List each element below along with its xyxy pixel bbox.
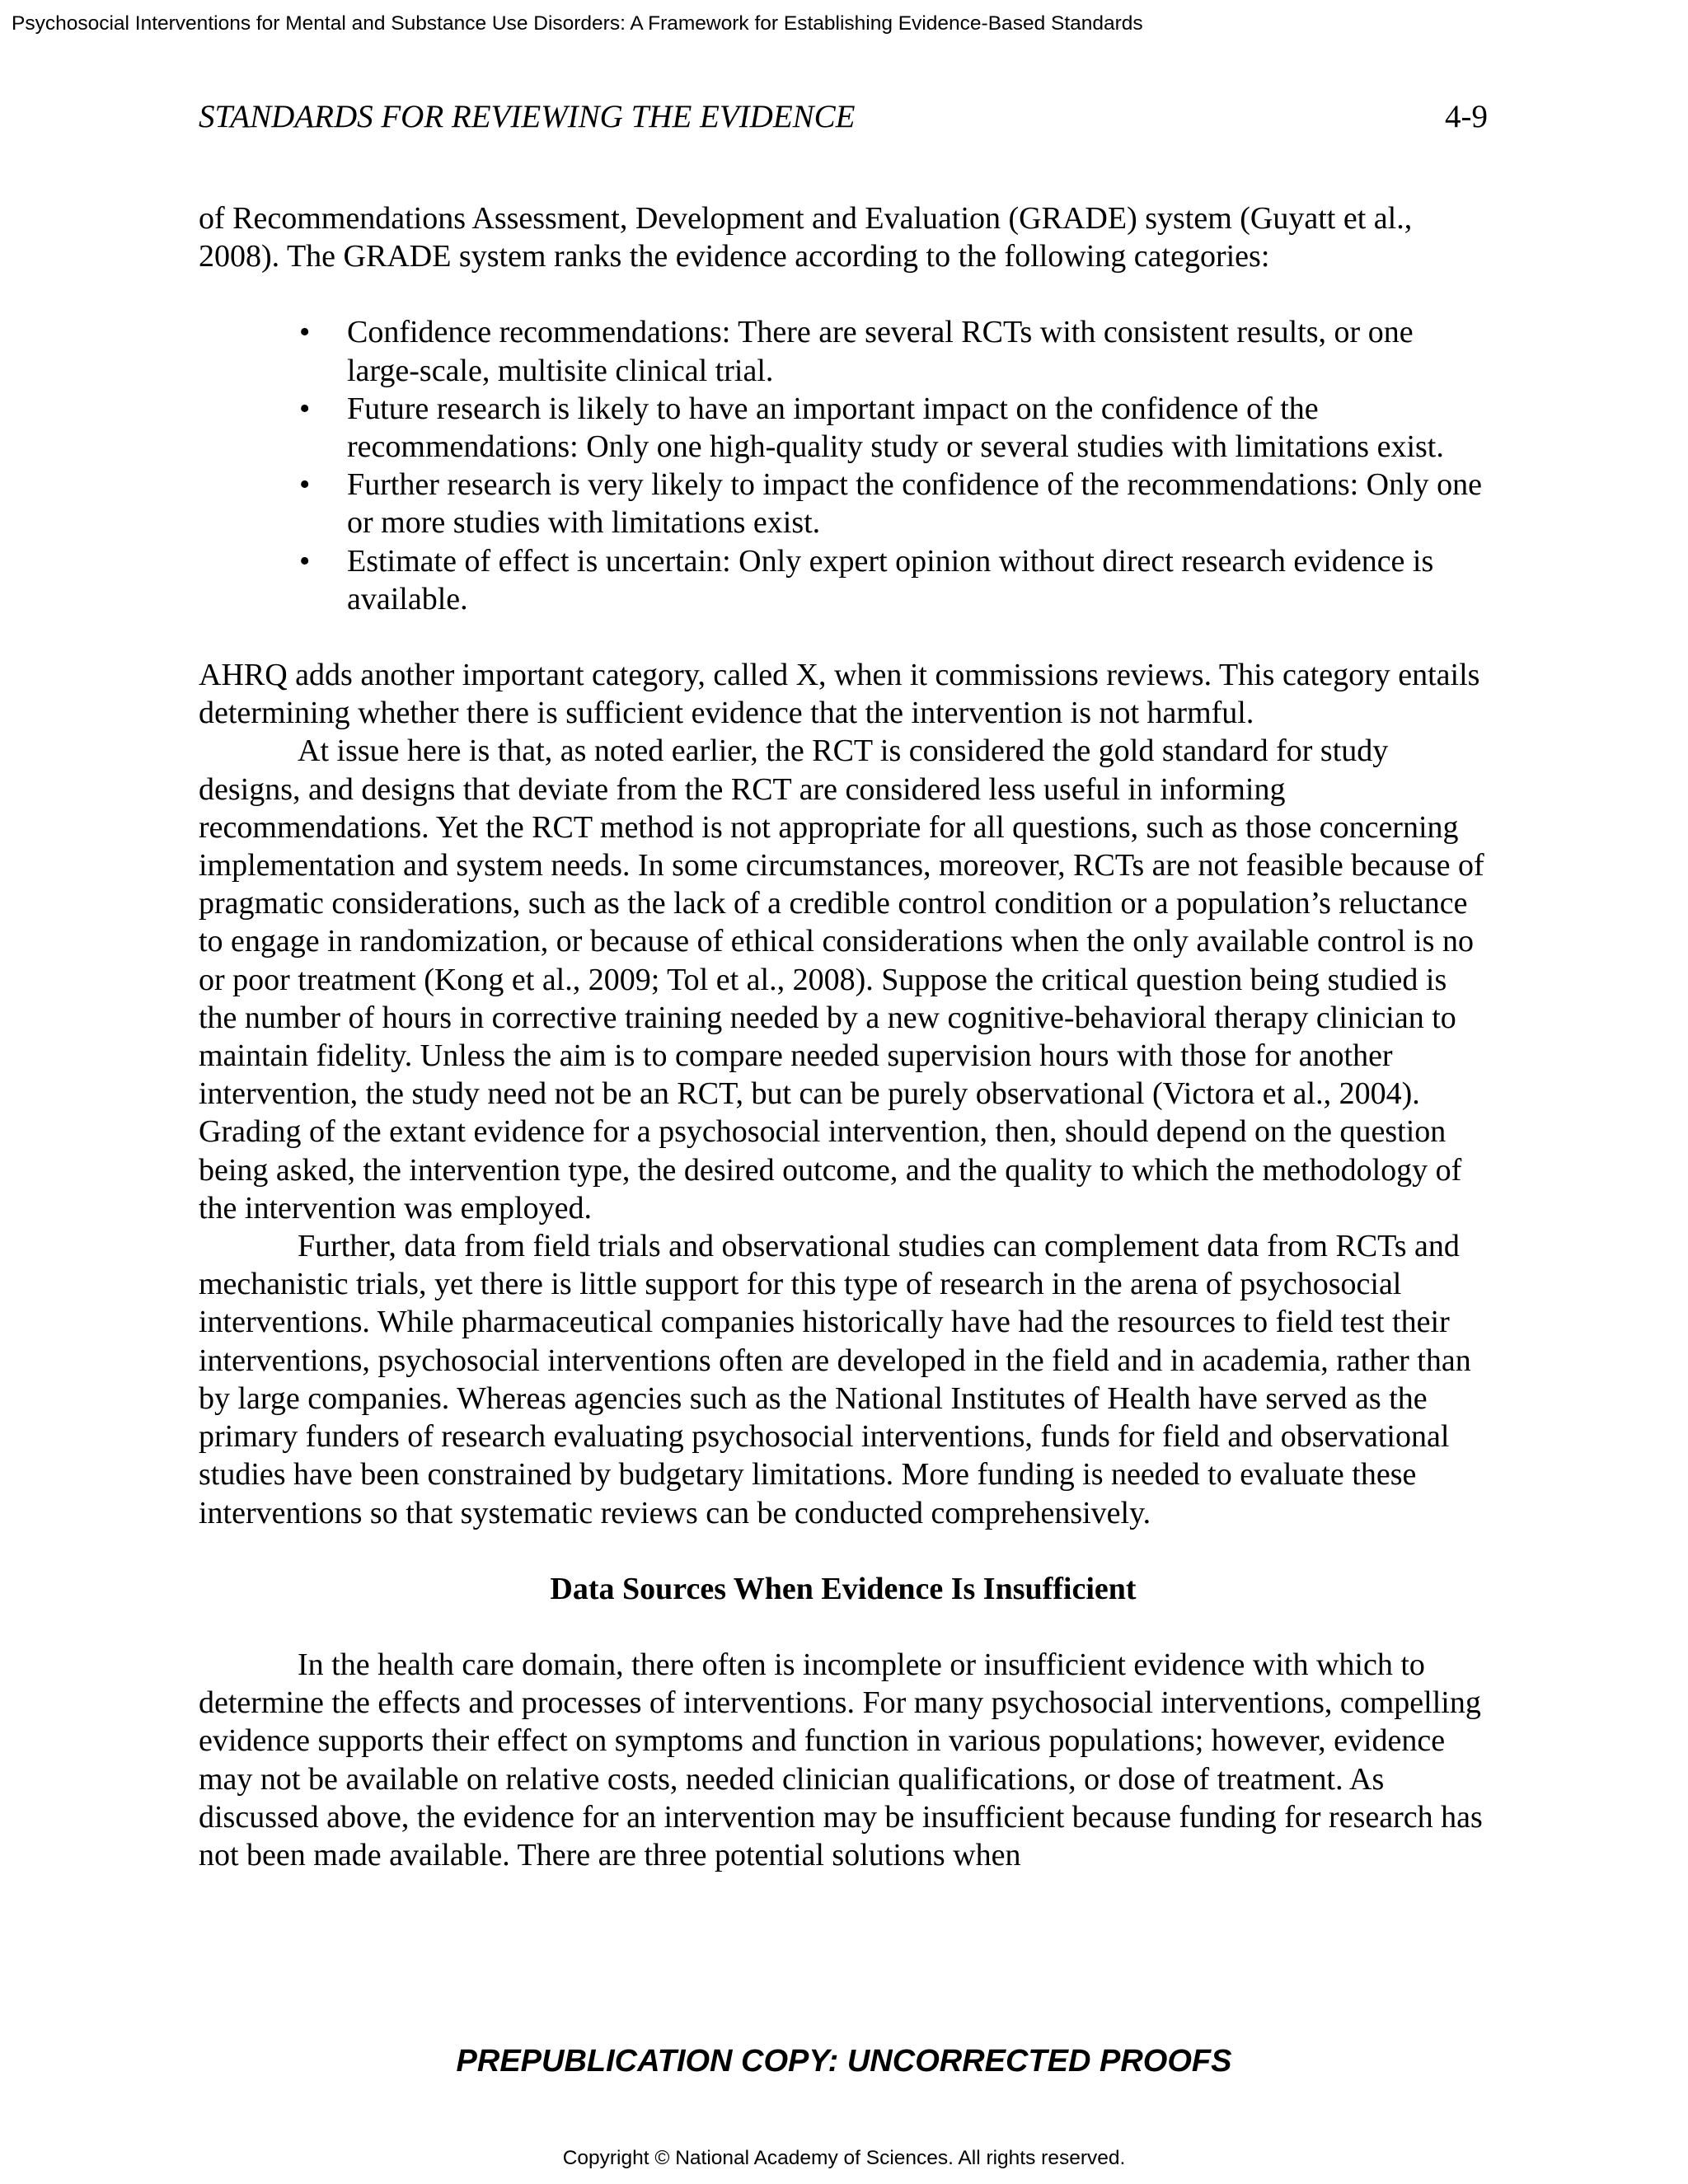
body-text	[199, 199, 1488, 1874]
prepublication-notice: PREPUBLICATION COPY: UNCORRECTED PROOFS	[456, 2044, 1232, 2079]
list-item-text: Future research is likely to have an important impact on the confidence of the recommendations: Only one high-quality study or several studies with limitations exist.	[347, 391, 1444, 465]
bullet-icon: •	[299, 467, 311, 503]
paragraph-field-trials: Further, data from field trials and observational studies can complement data from RCTs and mechanistic trials, yet there is little support for this type of research in the arena of psychosocial interventions. While pharmaceutical companies historically have had the resources to field test their interventions, psychosocial interventions often are developed in the field and in academia, rather than by large companies. Whereas agencies such as the National Institutes of Health have served as the primary funders of research evaluating psychosocial interventions, funds for field and observational studies have been constrained by budgetary limitations. More funding is needed to evaluate these interventions so that systematic reviews can be conducted comprehensively.	[199, 1229, 1471, 1530]
list-item-text: Further research is very likely to impact the confidence of the recommendations: Only one or more studies with limitations exist.	[347, 467, 1483, 541]
list-item	[199, 466, 1488, 541]
bullet-icon: •	[299, 315, 311, 350]
running-head	[199, 96, 1488, 138]
page-number: 4-9	[1445, 99, 1488, 134]
list-item	[199, 390, 1488, 466]
running-head-title: STANDARDS FOR REVIEWING THE EVIDENCE	[199, 99, 856, 134]
copyright-notice: Copyright © National Academy of Sciences. All rights reserved.	[562, 2147, 1126, 2169]
list-item-text: Estimate of effect is uncertain: Only expert opinion without direct research evidence is available.	[347, 543, 1434, 616]
paragraph-data-sources: In the health care domain, there often is incomplete or insufficient evidence with which to determine the effects and processes of interventions. For many psychosocial interventions, compelling evidence supports their effect on symptoms and function in various populations; however, evidence may not be available on relative costs, needed clinician qualifications, or dose of treatment. As discussed above, the evidence for an intervention may be insufficient because funding for research has not been made available. There are three potential solutions when	[199, 1647, 1483, 1872]
intro-paragraph: of Recommendations Assessment, Development and Evaluation (GRADE) system (Guyatt et al., 2008). The GRADE system ranks the evidence according to the following categories:	[199, 201, 1413, 274]
list-item-text: Confidence recommendations: There are several RCTs with consistent results, or one large-scale, multisite clinical trial.	[347, 315, 1414, 388]
section-heading: Data Sources When Evidence Is Insufficient	[550, 1571, 1137, 1606]
paragraph-rct-issue: At issue here is that, as noted earlier, the RCT is considered the gold standard for study designs, and designs that deviate from the RCT are considered less useful in informing recommendations. Yet the RCT method is not appropriate for all questions, such as those concerning implementation and system needs. In some circumstances, moreover, RCTs are not feasible because of pragmatic considerations, such as the lack of a credible control condition or a population’s reluctance to engage in randomization, or because of ethical considerations when the only available control is no or poor treatment (Kong et al., 2009; Tol et al., 2008). Suppose the critical question being studied is the number of hours in corrective training needed by a new cognitive-behavioral therapy clinician to maintain fidelity. Unless the aim is to compare needed supervision hours with those for another intervention, the study need not be an RCT, but can be purely observational (Victora et al., 2004). Grading of the extant evidence for a psychosocial intervention, then, should depend on the question being asked, the intervention type, the desired outcome, and the quality to which the methodology of the intervention was employed.	[199, 733, 1484, 1226]
bullet-icon: •	[299, 391, 311, 426]
bullet-icon: •	[299, 543, 311, 579]
document-banner: Psychosocial Interventions for Mental and Substance Use Disorders: A Framework for Establishing Evidence-Based Standards	[12, 12, 1143, 35]
grade-categories-list	[199, 313, 1488, 618]
paragraph-ahrq: AHRQ adds another important category, called X, when it commissions reviews. This category entails determining whether there is sufficient evidence that the intervention is not harmful.	[199, 658, 1480, 731]
list-item	[199, 542, 1488, 618]
list-item	[199, 313, 1488, 389]
